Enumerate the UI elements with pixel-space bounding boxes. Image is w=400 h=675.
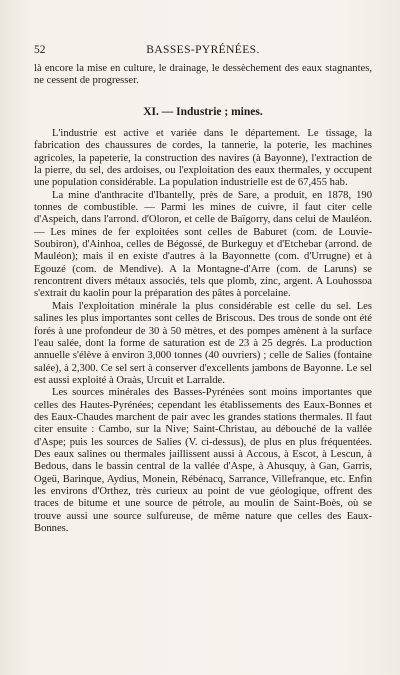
paragraph-salt: Mais l'exploitation minérale la plus considérable est celle du sel. Les salines les plus importantes sont celles de Briscous. Des trous de sonde ont été forés à une profondeur de 30 à 50 mètres, et des pompes amènent à la surface l'eau salée, dont la forme de saturation est de 23 à 25 degrés. La production annuelle s'élève à environ 3,000 tonnes (40 ouvriers) ; celle de Salies (fontaine salée), à 2,300. Ce sel sert à conserver d'excellents jambons de Bayonne. Le sel est aussi exploité à Oraàs, Urcuit et Larralde. bbox=[34, 300, 372, 386]
page-header bbox=[34, 42, 372, 58]
section-heading: XI. — Industrie ; mines. bbox=[143, 106, 263, 118]
page-number: 52 bbox=[34, 44, 46, 56]
paragraph-industry: L'industrie est active et variée dans le département. Le tissage, la fabrication des chaussures de cordes, la tannerie, la poterie, les machines agricoles, la papeterie, la construction des navires (à Bayonne), l'extraction de la pierre, du sel, des ardoises, ou l'exploitation des eaux thermales, y occupent une population considérable. La population industrielle est de 67,455 hab. bbox=[34, 128, 372, 189]
section-body bbox=[34, 128, 372, 535]
intro-paragraph: là encore la mise en culture, le drainage, le dessèchement des eaux stagnantes, ne cessent de progresser. bbox=[34, 63, 372, 87]
paragraph-mineral-springs: Les sources minérales des Basses-Pyrénées sont moins importantes que celles des Hautes-Pyrénées; cependant les établissements des Eaux-Bonnes et des Eaux-Chaudes marchent de pair avec les grandes stations thermales. Il faut citer ensuite : Cambo, sur la Nive; Saint-Christau, au débouché de la vallée d'Aspe; puis les sources de Salies (V. ci-dessus), de plus en plus fréquentées. Des eaux salines ou thermales jaillissent aussi à Accous, à Escot, à Lescun, à Bedous, dans le bassin central de la vallée d'Aspe, à Ahusquy, à Gan, Garris, Ogeü, Barinque, Aydius, Monein, Rébénacq, Sarrance, Villefranque, etc. Enfin les environs d'Orthez, très curieux au point de vue géologique, offrent des traces de bitume et une source de pétrole, au moulin de Saint-Boès, où se trouve aussi une source sulfureuse, de même nature que celles des Eaux-Bonnes. bbox=[34, 387, 372, 534]
running-title: BASSES-PYRÉNÉES. bbox=[146, 44, 260, 56]
intro-text bbox=[34, 63, 372, 88]
paragraph-mines: La mine d'anthracite d'Ibantelly, près de Sare, a produit, en 1878, 190 tonnes de combustible. — Parmi les mines de cuivre, il faut citer celle d'Aspeich, dans l'arrond. d'Oloron, et celle de Baïgorry, dans celui de Mauléon. — Les mines de fer exploitées sont celles de Baburet (com. de Louvie-Soubiron), d'Ainhoa, celles de Bégossé, de Burkeguy et d'Etchebar (arrond. de Mauléon); mais il en existe d'autres à la Bayonnette (com. d'Urrugne) et à Egouzé (com. de Mendive). A la Montagne-d'Arre (com. de Laruns) se rencontrent divers métaux associés, tels que plomb, zinc, argent. A Louhossoa s'extrait du kaolin pour la préparation des pâtes à porcelaine. bbox=[34, 189, 372, 300]
